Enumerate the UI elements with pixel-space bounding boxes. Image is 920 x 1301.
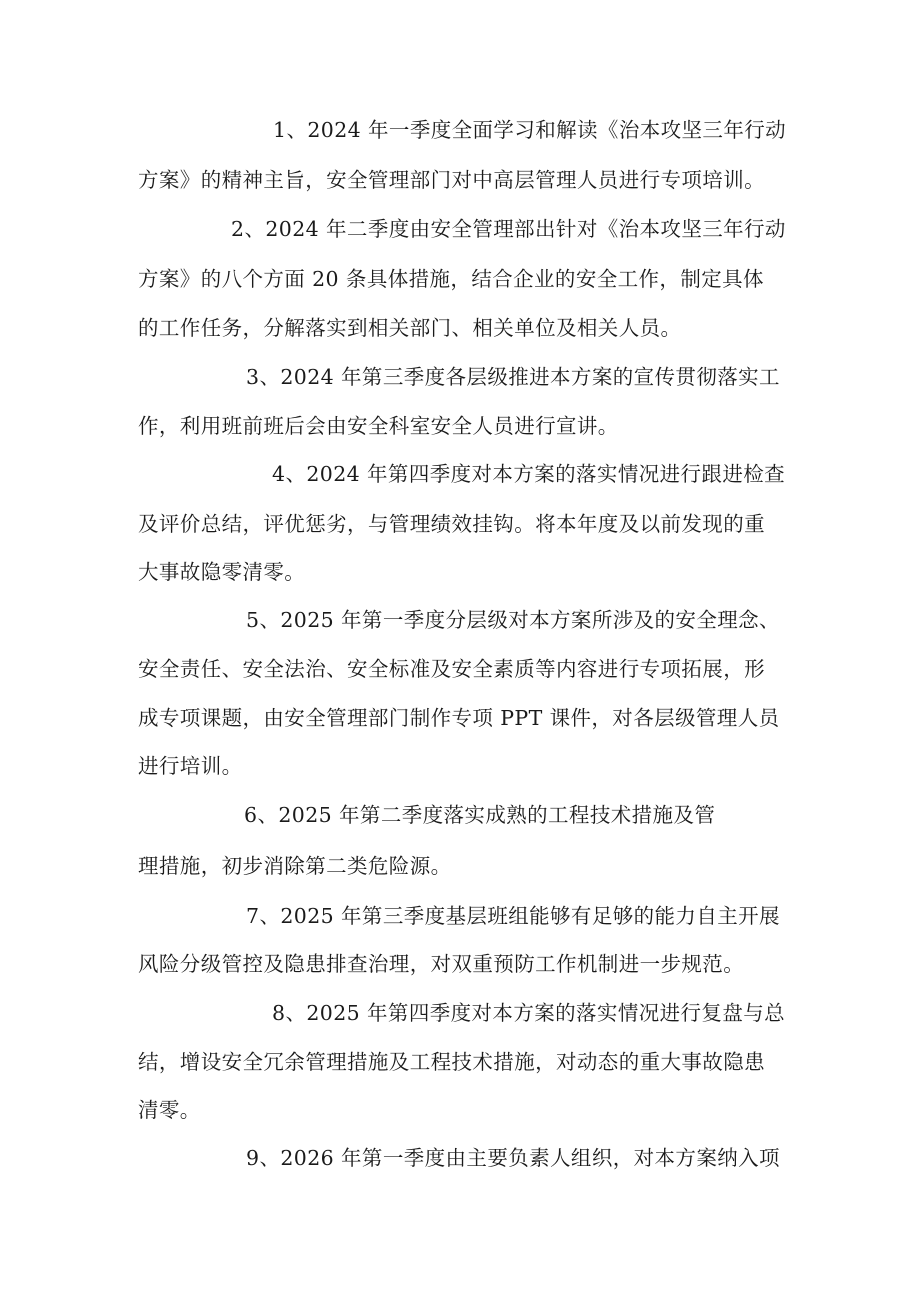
item-1-line-2: 方案》的精神主旨，安全管理部门对中高层管理人员进行专项培训。 (138, 168, 765, 192)
item-3-line-2: 作，利用班前班后会由安全科室安全人员进行宣讲。 (138, 414, 619, 438)
item-4-line-2: 及评价总结，评优惩劣，与管理绩效挂钩。将本年度及以前发现的重 (138, 512, 765, 536)
item-8-line-2: 结，增设安全冗余管理措施及工程技术措施，对动态的重大事故隐患 (138, 1050, 765, 1074)
item-5-line-4: 进行培训。 (138, 754, 243, 778)
item-7-line-2: 风险分级管控及隐患排查治理，对双重预防工作机制进一步规范。 (138, 952, 745, 976)
item-6-line-1: 6、2025 年第二季度落实成熟的工程技术措施及管 (244, 803, 716, 827)
item-7-line-1: 7、2025 年第三季度基层班组能够有足够的能力自主开展 (246, 904, 780, 928)
item-3-line-1: 3、2024 年第三季度各层级推进本方案的宣传贯彻落实工 (246, 365, 780, 389)
item-8-line-3: 清零。 (138, 1098, 201, 1122)
item-5-line-1: 5、2025 年第一季度分层级对本方案所涉及的安全理念、 (246, 608, 780, 632)
item-2-line-1: 2、2024 年二季度由安全管理部出针对《治本攻坚三年行动 (231, 217, 786, 241)
item-4-line-3: 大事故隐零清零。 (138, 560, 306, 584)
item-9-line-1: 9、2026 年第一季度由主要负素人组织，对本方案纳入项 (246, 1146, 780, 1170)
item-2-line-2: 方案》的八个方面 20 条具体措施，结合企业的安全工作，制定具体 (138, 267, 764, 291)
item-2-line-3: 的工作任务，分解落实到相关部门、相关单位及相关人员。 (138, 316, 682, 340)
item-5-line-3: 成专项课题，由安全管理部门制作专项 PPT 课件，对各层级管理人员 (138, 706, 780, 730)
item-6-line-2: 理措施，初步消除第二类危险源。 (138, 854, 452, 878)
item-5-line-2: 安全责任、安全法治、安全标准及安全素质等内容进行专项拓展，形 (138, 657, 765, 681)
item-8-line-1: 8、2025 年第四季度对本方案的落实情况进行复盘与总 (272, 1001, 786, 1025)
item-1-line-1: 1、2024 年一季度全面学习和解读《治本攻坚三年行动 (273, 118, 787, 142)
item-4-line-1: 4、2024 年第四季度对本方案的落实情况进行跟进检查 (272, 462, 786, 486)
